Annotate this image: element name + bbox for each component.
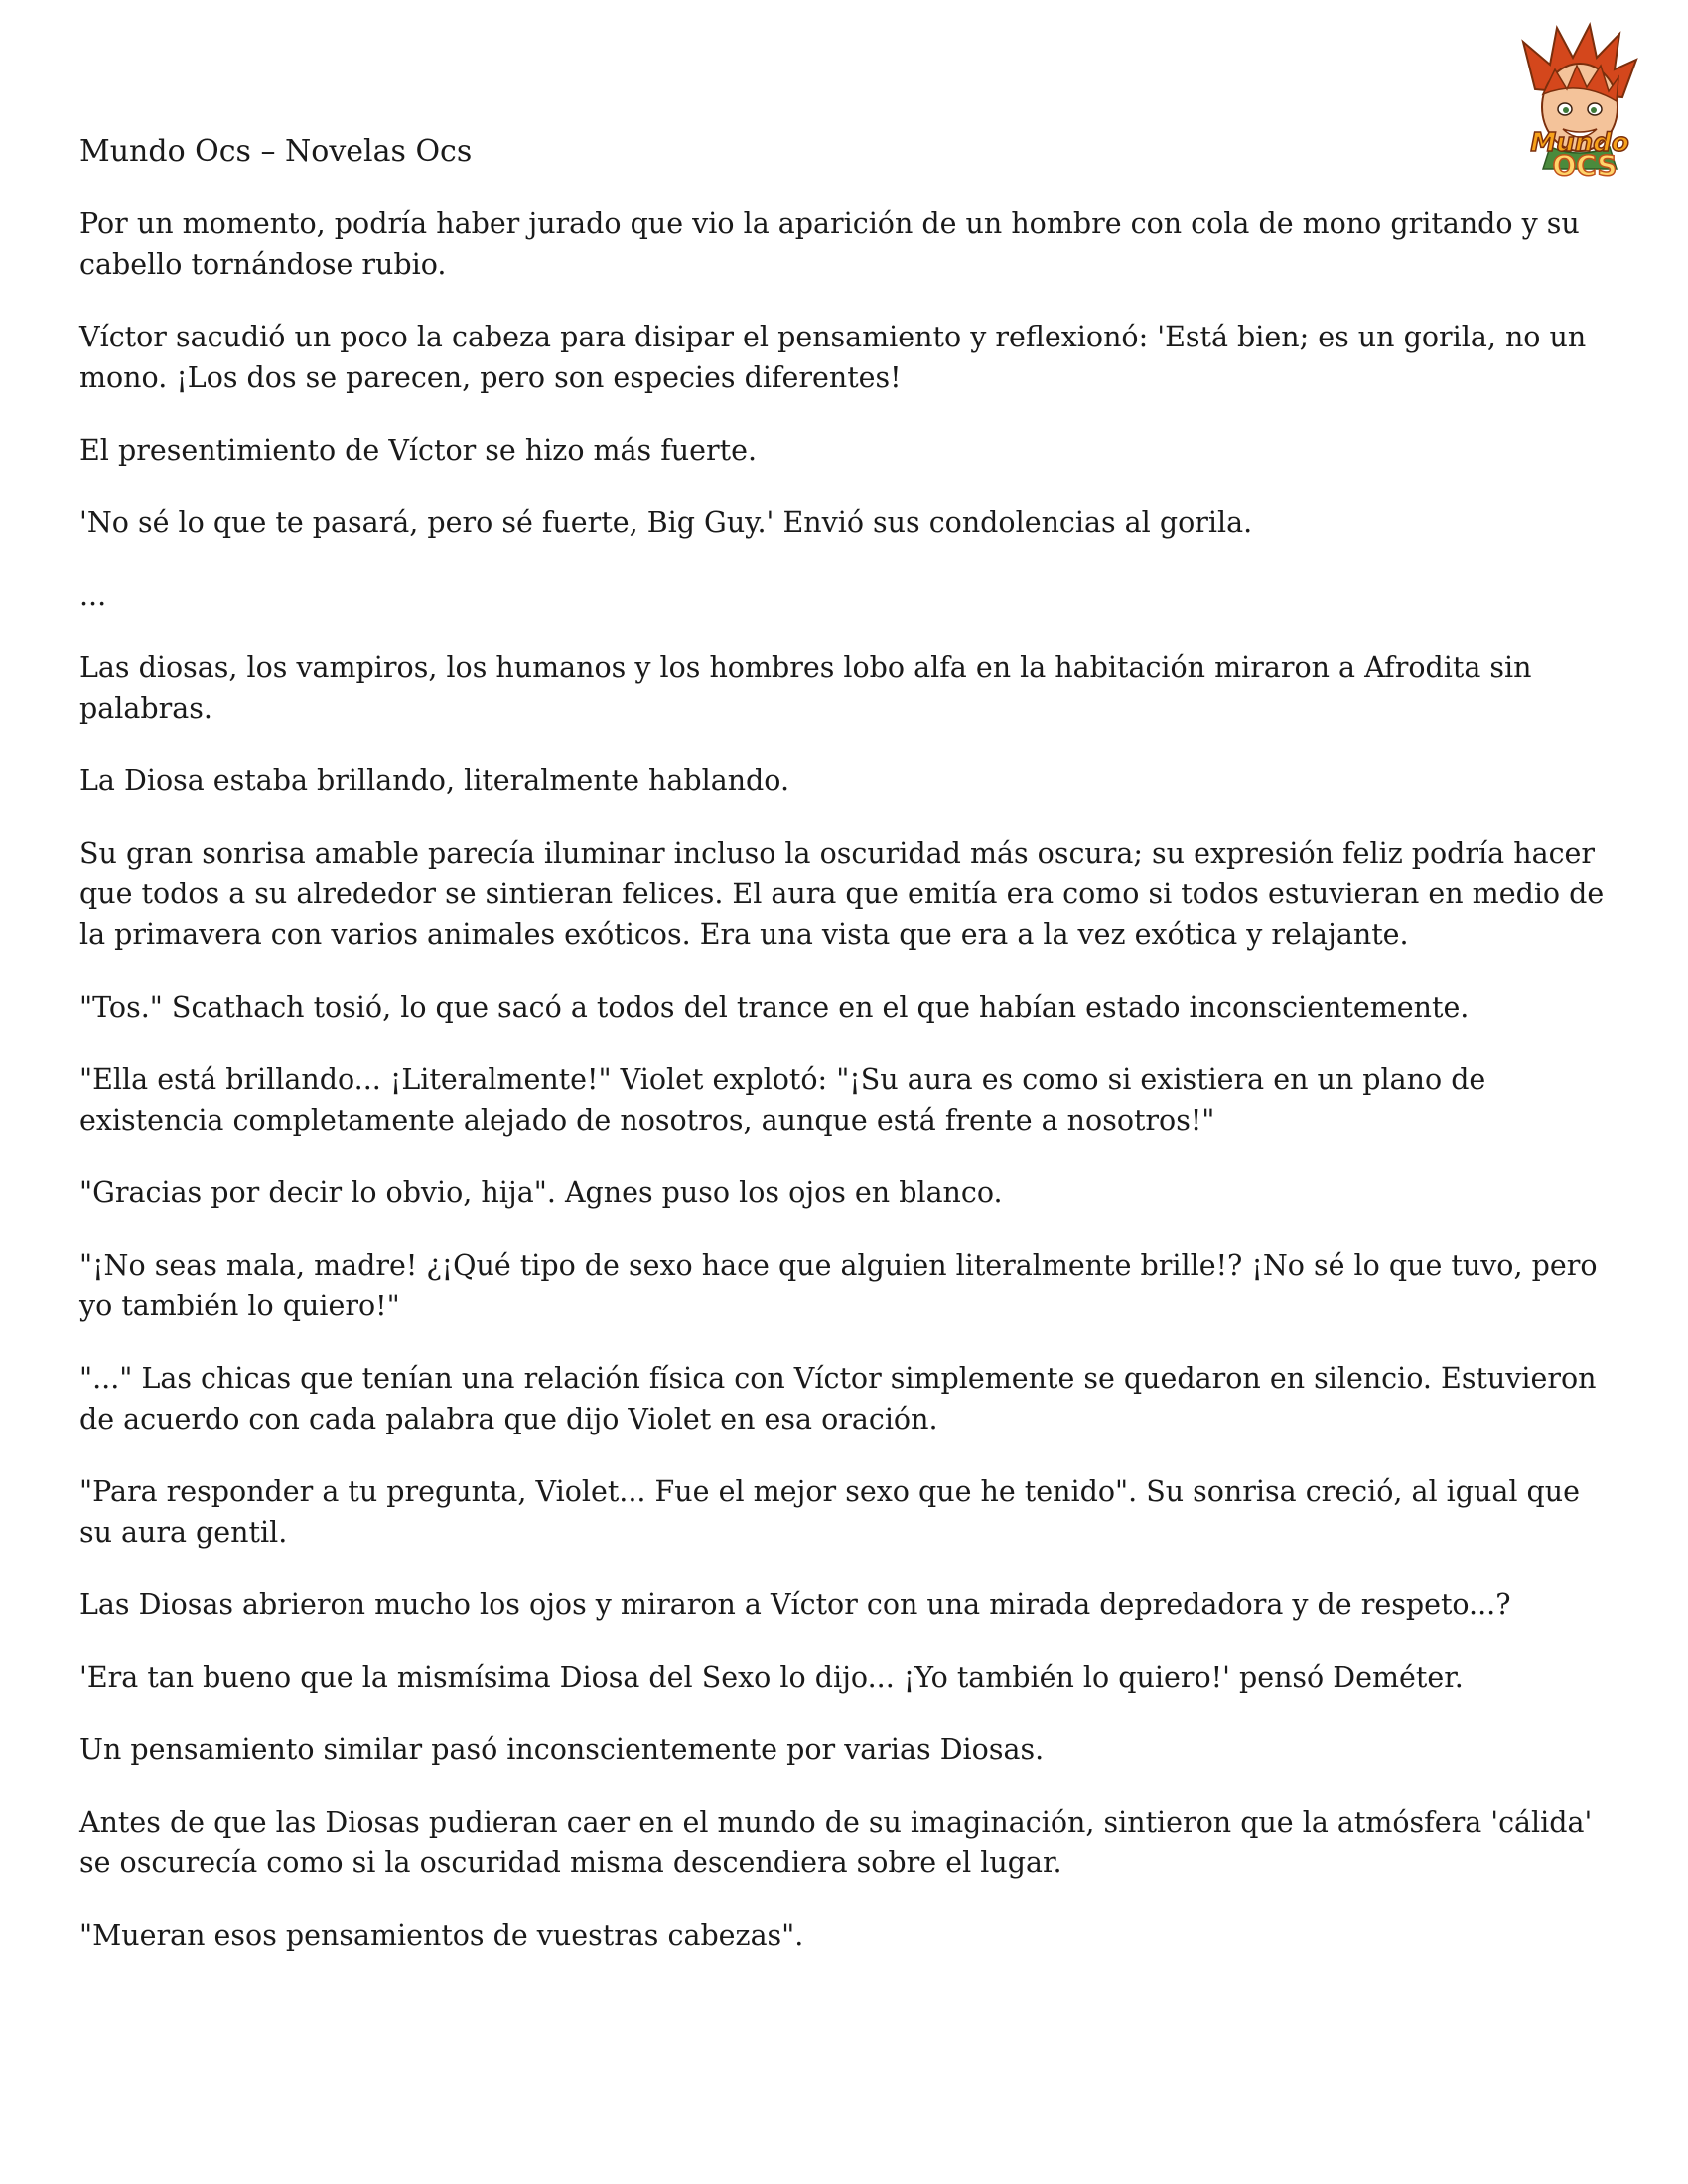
mascot-logo-icon [1505, 20, 1654, 179]
paragraph: Las Diosas abrieron mucho los ojos y miraron a Víctor con una mirada depredadora y de respeto...? [79, 1588, 1511, 1621]
page-header: Mundo Ocs – Novelas Ocs [79, 134, 473, 169]
paragraph: ... [79, 579, 107, 612]
logo-text-top: Mundo [1530, 128, 1629, 158]
logo-text-bottom: OCS [1552, 149, 1618, 179]
paragraph: La Diosa estaba brillando, literalmente hablando. [79, 764, 790, 797]
paragraph: Víctor sacudió un poco la cabeza para disipar el pensamiento y reflexionó: 'Está bien; es un gorila, no un mono. ¡Los dos se parecen, pero son especies diferentes! [79, 321, 1587, 394]
mundo-ocs-logo [1505, 20, 1654, 179]
paragraph: Antes de que las Diosas pudieran caer en el mundo de su imaginación, sintieron que la atmósfera 'cálida' se oscurecía como si la oscuridad misma descendiera sobre el lugar. [79, 1806, 1593, 1879]
paragraph: Su gran sonrisa amable parecía iluminar incluso la oscuridad más oscura; su expresión feliz podría hacer que todos a su alrededor se sintieran felices. El aura que emitía era como si todos estuvieran en medio de la primavera con varios animales exóticos. Era una vista que era a la vez exótica y relajante. [79, 837, 1605, 951]
paragraph: El presentimiento de Víctor se hizo más fuerte. [79, 434, 758, 467]
paragraph: 'Era tan bueno que la mismísima Diosa del Sexo lo dijo... ¡Yo también lo quiero!' pensó Deméter. [79, 1661, 1464, 1694]
paragraph: "¡No seas mala, madre! ¿¡Qué tipo de sexo hace que alguien literalmente brille!? ¡No sé lo que tuvo, pero yo también lo quiero!" [79, 1249, 1598, 1322]
paragraph: "Mueran esos pensamientos de vuestras cabezas". [79, 1919, 804, 1952]
paragraph: "Tos." Scathach tosió, lo que sacó a todos del trance en el que habían estado inconscientemente. [79, 991, 1470, 1024]
paragraph: "..." Las chicas que tenían una relación física con Víctor simplemente se quedaron en silencio. Estuvieron de acuerdo con cada palabra que dijo Violet en esa oración. [79, 1362, 1597, 1435]
paragraph: 'No sé lo que te pasará, pero sé fuerte, Big Guy.' Envió sus condolencias al gorila. [79, 506, 1253, 539]
paragraph: "Ella está brillando... ¡Literalmente!" Violet explotó: "¡Su aura es como si existiera en un plano de existencia completamente alejado de nosotros, aunque está frente a nosotros!" [79, 1063, 1486, 1137]
paragraph: "Gracias por decir lo obvio, hija". Agnes puso los ojos en blanco. [79, 1176, 1003, 1209]
paragraph: Un pensamiento similar pasó inconscientemente por varias Diosas. [79, 1733, 1045, 1766]
paragraph: Las diosas, los vampiros, los humanos y los hombres lobo alfa en la habitación miraron a Afrodita sin palabras. [79, 651, 1532, 725]
paragraph: Por un momento, podría haber jurado que vio la aparición de un hombre con cola de mono gritando y su cabello tornándose rubio. [79, 207, 1580, 281]
chapter-body [79, 204, 1614, 1987]
paragraph: "Para responder a tu pregunta, Violet... Fue el mejor sexo que he tenido". Su sonrisa creció, al igual que su aura gentil. [79, 1475, 1581, 1549]
